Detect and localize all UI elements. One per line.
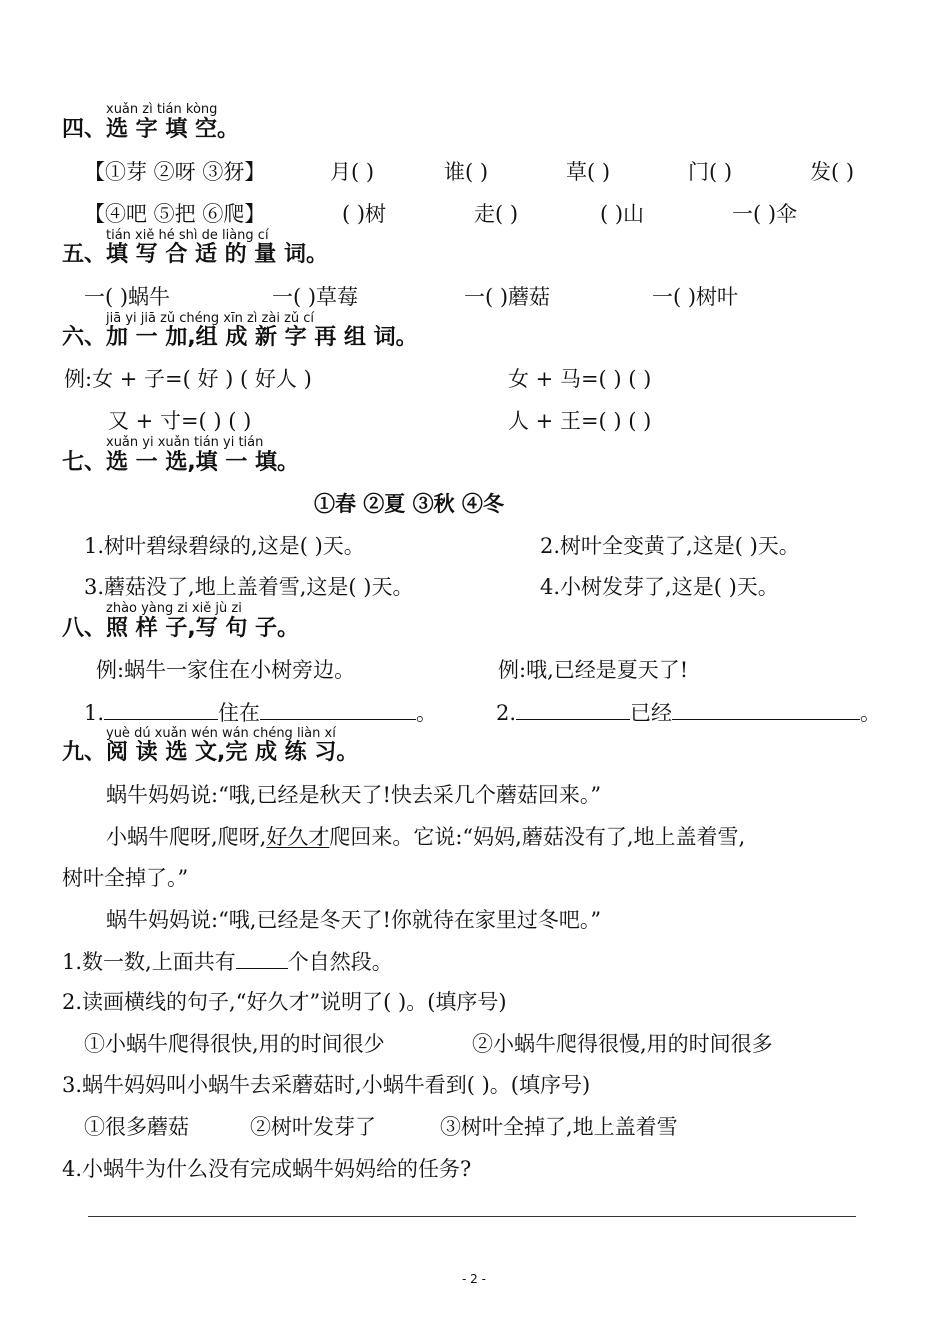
s4-blank-yue[interactable]: 月( ) (330, 160, 375, 184)
s9-q3-option-c[interactable]: ③树叶全掉了,地上盖着雪 (440, 1115, 678, 1139)
s7-pinyin: xuǎn yi xuǎn tián yi tián (106, 435, 264, 450)
s6-blank-nv-ma[interactable]: 女 + 马=( ) ( ) (508, 367, 652, 391)
s9-p2-underlined: 好久才 (266, 825, 330, 849)
s7-title: 七、选 一 选,填 一 填。 (62, 450, 299, 475)
s9-paragraph-2-cont: 树叶全掉了。” (62, 866, 189, 890)
s9-paragraph-1: 蜗牛妈妈说:“哦,已经是秋天了!快去采几个蘑菇回来。” (106, 783, 602, 807)
s6-title: 六、加 一 加,组 成 新 字 再 组 词。 (62, 325, 418, 350)
s8-q2-blank-b[interactable] (672, 699, 860, 720)
s8-q1-number: 1. (84, 701, 105, 725)
s5-title: 五、填 写 合 适 的 量 词。 (62, 242, 328, 267)
s7-options: ①春 ②夏 ③秋 ④冬 (314, 491, 504, 516)
s4-title: 四、选 字 填 空。 (62, 117, 239, 142)
s9-paragraph-3: 蜗牛妈妈说:“哦,已经是冬天了!你就待在家里过冬吧。” (106, 908, 602, 932)
s5-blank-mogu[interactable]: 一( )蘑菇 (464, 285, 551, 309)
s9-q1-blank[interactable] (236, 948, 288, 969)
s5-pinyin: tián xiě hé shì de liàng cí (106, 228, 269, 243)
s4-blank-san[interactable]: 一( )伞 (732, 202, 798, 226)
s9-paragraph-2 (106, 824, 745, 850)
s9-pinyin: yuè dú xuǎn wén wán chéng liàn xí (106, 726, 336, 741)
s7-question-1[interactable]: 1.树叶碧绿碧绿的,这是( )天。 (84, 534, 365, 558)
s9-p2-pre: 小蜗牛爬呀,爬呀, (106, 825, 267, 849)
s5-blank-caomei[interactable]: 一( )草莓 (272, 285, 359, 309)
s4-blank-cao[interactable]: 草( ) (566, 160, 611, 184)
s9-question-1 (62, 948, 393, 975)
s6-blank-you-cun[interactable]: 又 + 寸=( ) ( ) (108, 409, 252, 433)
s4-pinyin: xuǎn zì tián kòng (106, 102, 218, 117)
s9-question-4: 4.小蜗牛为什么没有完成蜗牛妈妈给的任务? (62, 1157, 472, 1181)
s5-blank-woniu[interactable]: 一( )蜗牛 (84, 285, 171, 309)
s9-q2-option-a[interactable]: ①小蜗牛爬得很快,用的时间很少 (84, 1032, 385, 1056)
s8-sentence-1 (84, 699, 437, 726)
s7-question-3[interactable]: 3.蘑菇没了,地上盖着雪,这是( )天。 (84, 575, 414, 599)
s8-title: 八、照 样 子,写 句 子。 (62, 616, 299, 641)
s4-group1: 【①芽 ②呀 ③犽】 (84, 160, 266, 184)
s9-title: 九、阅 读 选 文,完 成 练 习。 (62, 740, 359, 765)
s4-blank-fa[interactable]: 发( ) (810, 160, 855, 184)
s7-question-4[interactable]: 4.小树发芽了,这是( )天。 (540, 575, 779, 599)
s7-question-2[interactable]: 2.树叶全变黄了,这是( )天。 (540, 534, 800, 558)
s9-q2-option-b[interactable]: ②小蜗牛爬得很慢,用的时间很多 (472, 1032, 773, 1056)
s8-sentence-2 (496, 699, 881, 726)
s9-q1-post: 个自然段。 (287, 950, 393, 974)
s6-example: 例:女 + 子=( 好 ) ( 好人 ) (64, 367, 312, 391)
s8-q1-middle: 住在 (218, 701, 261, 725)
s8-q2-number: 2. (496, 701, 517, 725)
s8-example-2: 例:哦,已经是夏天了! (498, 658, 689, 682)
s9-q3-option-b[interactable]: ②树叶发芽了 (250, 1115, 376, 1139)
s8-q1-blank-a[interactable] (104, 699, 218, 720)
s6-pinyin: jiā yi jiā zǔ chéng xīn zì zài zǔ cí (106, 311, 315, 326)
s9-q4-answer-line[interactable] (88, 1216, 856, 1217)
s8-q2-blank-a[interactable] (516, 699, 630, 720)
s4-blank-zou[interactable]: 走( ) (474, 202, 519, 226)
s8-q1-blank-b[interactable] (260, 699, 416, 720)
s4-blank-shui[interactable]: 谁( ) (444, 160, 489, 184)
s8-pinyin: zhào yàng zi xiě jù zi (106, 601, 242, 616)
s4-blank-men[interactable]: 门( ) (688, 160, 733, 184)
s9-q3-option-a[interactable]: ①很多蘑菇 (84, 1115, 189, 1139)
s8-q1-end: 。 (416, 701, 438, 725)
s5-blank-shuye[interactable]: 一( )树叶 (652, 285, 739, 309)
s4-blank-shan[interactable]: ( )山 (600, 202, 645, 226)
s8-example-1: 例:蜗牛一家住在小树旁边。 (96, 658, 356, 682)
s9-p2-post: 爬回来。它说:“妈妈,蘑菇没有了,地上盖着雪, (329, 825, 746, 849)
s9-question-3[interactable]: 3.蜗牛妈妈叫小蜗牛去采蘑菇时,小蜗牛看到( )。(填序号) (62, 1073, 591, 1097)
page-number: - 2 - (462, 1272, 486, 1286)
s4-blank-shu[interactable]: ( )树 (342, 202, 387, 226)
s8-q2-end: 。 (860, 701, 882, 725)
s8-q2-middle: 已经 (630, 701, 673, 725)
s9-question-2[interactable]: 2.读画横线的句子,“好久才”说明了( )。(填序号) (62, 990, 507, 1014)
s4-group2: 【④吧 ⑤把 ⑥爬】 (84, 202, 266, 226)
s9-q1-pre: 1.数一数,上面共有 (62, 950, 236, 974)
s6-blank-ren-wang[interactable]: 人 + 王=( ) ( ) (508, 409, 652, 433)
